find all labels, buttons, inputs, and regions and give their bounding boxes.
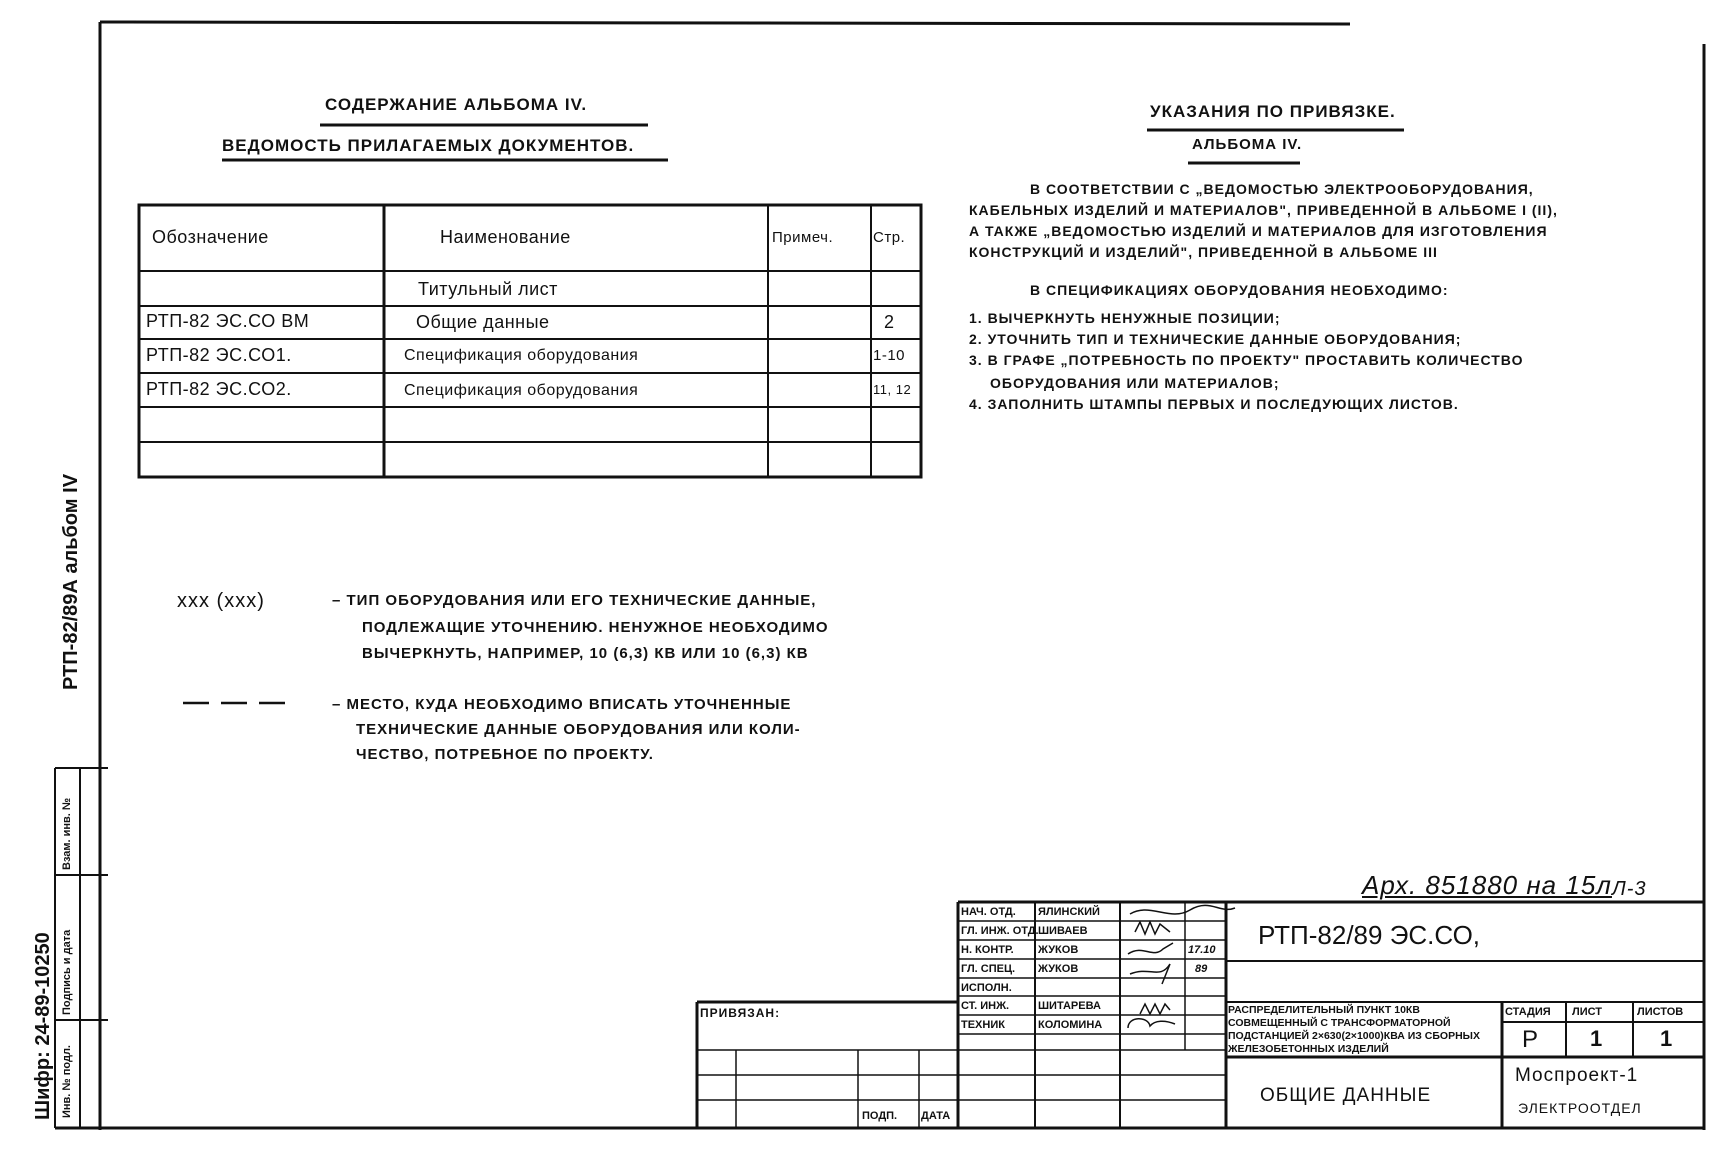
table-cell-page: 2 — [884, 312, 895, 332]
role-label: ГЛ. ИНЖ. ОТД. — [961, 925, 1039, 937]
instruction-item: ОБОРУДОВАНИЯ ИЛИ МАТЕРИАЛОВ; — [990, 375, 1280, 391]
contents-title: СОДЕРЖАНИЕ АЛЬБОМА IV. — [325, 95, 588, 114]
organization: Моспроект-1 — [1515, 1065, 1639, 1086]
legend-symbol-xxx: xxx (xxx) — [177, 590, 265, 612]
role-label: ГЛ. СПЕЦ. — [961, 963, 1016, 975]
legend-text-line: ПОДЛЕЖАЩИЕ УТОЧНЕНИЮ. НЕНУЖНОЕ НЕОБХОДИМО — [362, 619, 829, 636]
archive-number: Арх. 851880 на 15л — [1362, 870, 1612, 900]
sheets-value: 1 — [1660, 1026, 1674, 1051]
stage-value: Р — [1522, 1026, 1540, 1053]
paragraph-line: А ТАКЖЕ „ВЕДОМОСТЬЮ ИЗДЕЛИЙ И МАТЕРИАЛОВ ДЛЯ ИЗГОТОВЛЕНИЯ — [969, 223, 1548, 239]
table-cell-name: Спецификация оборудования — [404, 382, 639, 399]
sheet-title: ОБЩИЕ ДАННЫЕ — [1260, 1085, 1432, 1106]
department: ЭЛЕКТРООТДЕЛ — [1518, 1100, 1642, 1116]
table-cell-designation: РТП-82 ЭС.СО2. — [146, 379, 292, 399]
sheet-label: ЛИСТ — [1572, 1006, 1603, 1018]
table-cell-name: Общие данные — [416, 312, 550, 332]
person-name: ШИТАРЕВА — [1038, 1000, 1101, 1012]
album-code-vertical: РТП-82/89А альбом IV — [60, 473, 82, 690]
paragraph-line: В СООТВЕТСТВИИ С „ВЕДОМОСТЬЮ ЭЛЕКТРООБОРУДОВАНИЯ, — [1030, 181, 1534, 197]
person-name: ШИВАЕВ — [1038, 925, 1088, 937]
signature-column-label: ПОДП. — [862, 1110, 898, 1122]
cipher-vertical: Шифр: 24-89-10250 — [32, 932, 54, 1120]
column-header-page: Стр. — [873, 229, 906, 246]
column-header-notes: Примеч. — [772, 229, 834, 246]
table-cell-page: 11, 12 — [873, 382, 912, 397]
table-cell-name: Спецификация оборудования — [404, 347, 639, 364]
inventory-no-label: Инв. № подл. — [61, 1045, 73, 1118]
instruction-item: 1. ВЫЧЕРКНУТЬ НЕНУЖНЫЕ ПОЗИЦИИ; — [969, 310, 1281, 326]
bound-label: ПРИВЯЗАН: — [700, 1006, 781, 1020]
sheets-label: ЛИСТОВ — [1637, 1006, 1684, 1018]
legend-text-line: ВЫЧЕРКНУТЬ, НАПРИМЕР, 10 (6,3) КВ ИЛИ 10 (6,3) КВ — [362, 645, 809, 662]
column-header-name: Наименование — [440, 227, 571, 247]
role-label: СТ. ИНЖ. — [961, 1000, 1010, 1012]
signatures — [1120, 902, 1240, 1034]
project-description: РАСПРЕДЕЛИТЕЛЬНЫЙ ПУНКТ 10КВ СОВМЕЩЕННЫЙ С ТРАНСФОРМАТОРНОЙ ПОДСТАНЦИЕЙ 2×630(2×1000)КВА ИЗ СБОРНЫХ ЖЕЛЕЗОБЕТОННЫХ ИЗДЕЛИЙ — [1228, 1004, 1480, 1055]
person-name: КОЛОМИНА — [1038, 1019, 1103, 1031]
role-label: ИСПОЛН. — [961, 982, 1012, 994]
person-name: ЯЛИНСКИЙ — [1038, 906, 1100, 918]
table-cell-designation: РТП-82 ЭС.СО1. — [146, 345, 292, 365]
replacement-inventory-label: Взам. инв. № — [61, 797, 73, 870]
instructions-subtitle: АЛЬБОМА IV. — [1192, 136, 1303, 153]
role-label: Н. КОНТР. — [961, 944, 1014, 956]
signature-date-label: Подпись и дата — [61, 929, 73, 1015]
date-value: 89 — [1195, 963, 1208, 975]
legend-text-line: – МЕСТО, КУДА НЕОБХОДИМО ВПИСАТЬ УТОЧНЕННЫЕ — [332, 696, 792, 713]
column-header-designation: Обозначение — [152, 227, 269, 247]
instruction-item: 2. УТОЧНИТЬ ТИП И ТЕХНИЧЕСКИЕ ДАННЫЕ ОБОРУДОВАНИЯ; — [969, 331, 1462, 347]
table-cell-name: Титульный лист — [418, 279, 558, 299]
person-name: ЖУКОВ — [1038, 944, 1079, 956]
legend-text-line: ЧЕСТВО, ПОТРЕБНОЕ ПО ПРОЕКТУ. — [356, 746, 654, 763]
role-label: ТЕХНИК — [961, 1019, 1005, 1031]
archive-sheet: Л-3 — [1612, 878, 1647, 900]
paragraph-line: В СПЕЦИФИКАЦИЯХ ОБОРУДОВАНИЯ НЕОБХОДИМО: — [1030, 282, 1449, 298]
paragraph-line: КАБЕЛЬНЫХ ИЗДЕЛИЙ И МАТЕРИАЛОВ", ПРИВЕДЕННОЙ В АЛЬБОМЕ I (II), — [969, 202, 1558, 218]
documents-subtitle: ВЕДОМОСТЬ ПРИЛАГАЕМЫХ ДОКУМЕНТОВ. — [222, 136, 635, 155]
table-cell-designation: РТП-82 ЭС.СО ВМ — [146, 311, 310, 331]
legend-text-line: – ТИП ОБОРУДОВАНИЯ ИЛИ ЕГО ТЕХНИЧЕСКИЕ ДАННЫЕ, — [332, 592, 817, 609]
paragraph-line: КОНСТРУКЦИЙ И ИЗДЕЛИЙ", ПРИВЕДЕННОЙ В АЛЬБОМЕ III — [969, 244, 1438, 260]
role-label: НАЧ. ОТД. — [961, 906, 1016, 918]
date-value: 17.10 — [1188, 944, 1216, 956]
date-column-label: ДАТА — [921, 1110, 951, 1122]
table-cell-page: 1-10 — [873, 347, 906, 364]
document-code: РТП-82/89 ЭС.СО, — [1258, 920, 1481, 950]
person-name: ЖУКОВ — [1038, 963, 1079, 975]
instructions-title: УКАЗАНИЯ ПО ПРИВЯЗКЕ. — [1150, 102, 1396, 121]
instruction-item: 4. ЗАПОЛНИТЬ ШТАМПЫ ПЕРВЫХ И ПОСЛЕДУЮЩИХ ЛИСТОВ. — [969, 396, 1459, 412]
stage-label: СТАДИЯ — [1505, 1006, 1551, 1018]
legend-text-line: ТЕХНИЧЕСКИЕ ДАННЫЕ ОБОРУДОВАНИЯ ИЛИ КОЛИ- — [356, 721, 801, 738]
sheet-value: 1 — [1590, 1026, 1604, 1051]
instruction-item: 3. В ГРАФЕ „ПОТРЕБНОСТЬ ПО ПРОЕКТУ" ПРОСТАВИТЬ КОЛИЧЕСТВО — [969, 352, 1524, 368]
